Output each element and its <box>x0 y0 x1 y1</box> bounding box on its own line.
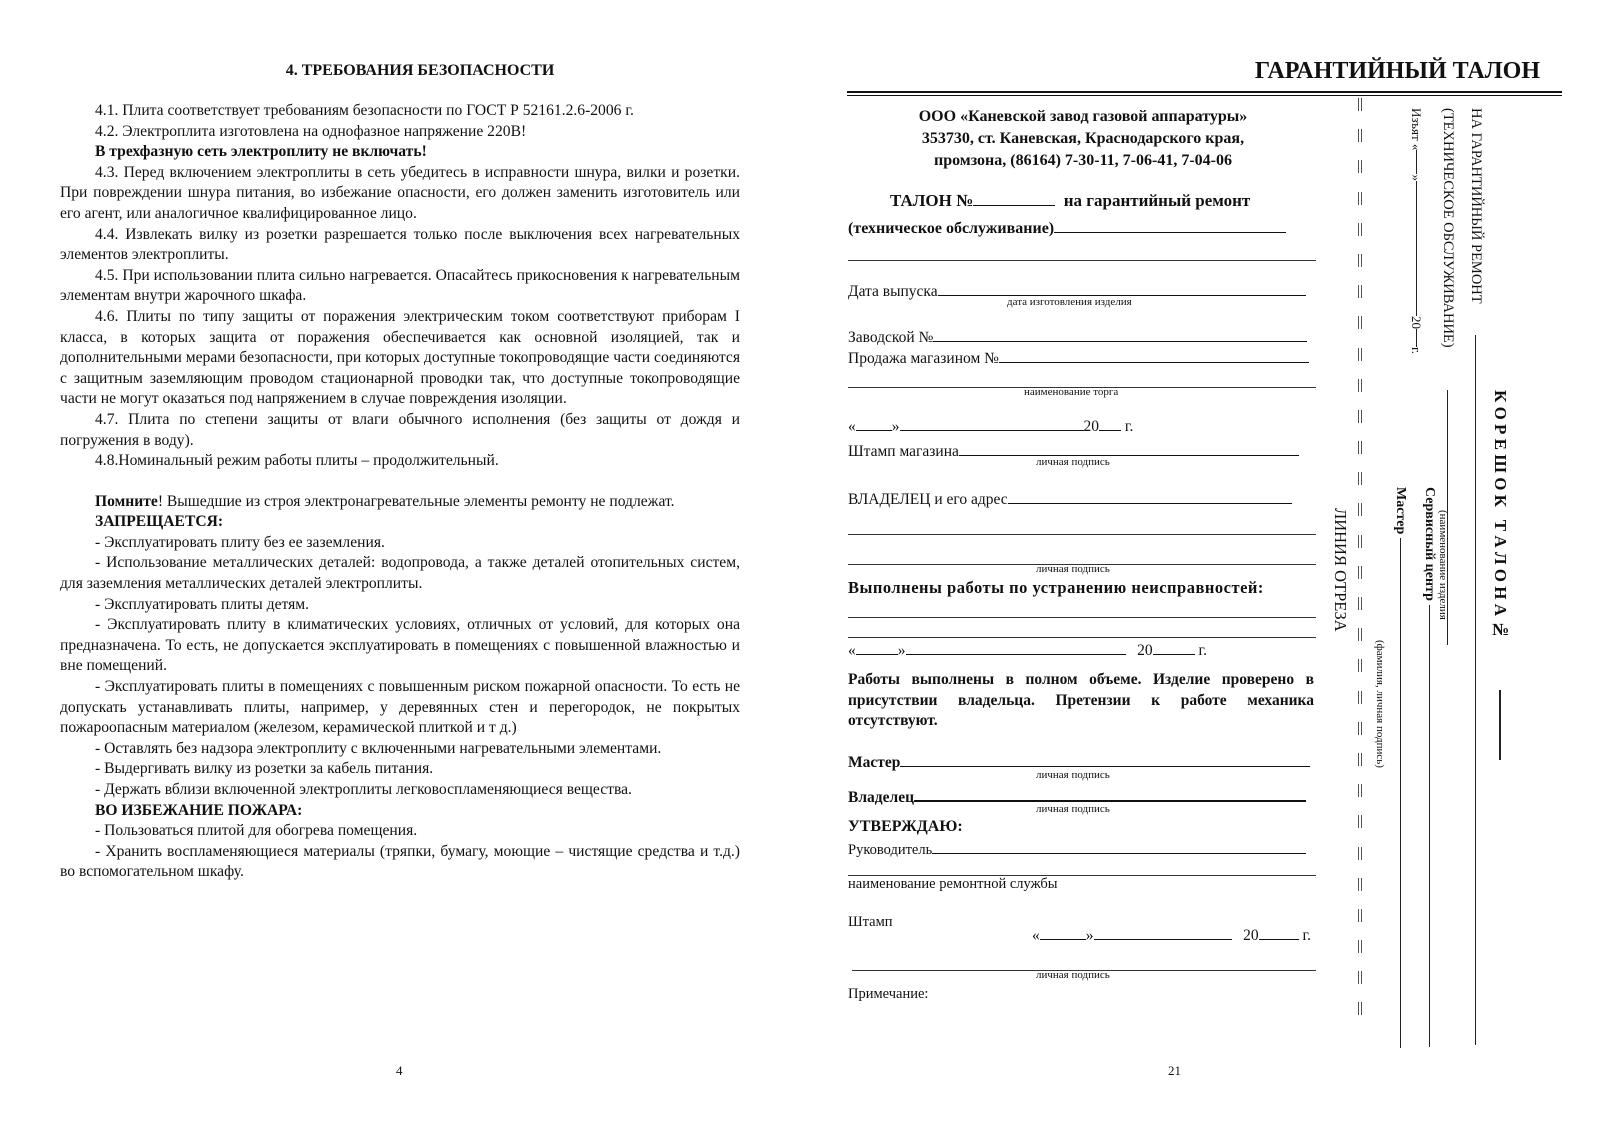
paragraph-4-8: 4.8.Номинальный режим работы плиты – продолжительный. <box>95 452 499 470</box>
cut-mark: || <box>1357 813 1364 830</box>
serial-label: Заводской № <box>848 329 934 346</box>
forbidden-item: - Держать вблизи включенной электроплиты легковоспламеняющиеся вещества. <box>95 781 632 798</box>
fire-item: - Пользоваться плитой для обогрева помещения. <box>95 822 418 840</box>
trade-caption: наименование торга <box>1024 386 1119 398</box>
quote-close: » <box>891 418 900 435</box>
year-field[interactable] <box>1099 416 1121 431</box>
approve-date-line <box>1032 925 1322 945</box>
stub-year-field[interactable] <box>1416 329 1417 347</box>
day-field[interactable] <box>856 416 892 431</box>
fire-title: ВО ИЗБЕЖАНИЕ ПОЖАРА: <box>95 801 303 819</box>
stub-title: К О Р Е Ш О К Т А Л О Н А № <box>1491 390 1510 640</box>
cut-mark: || <box>1357 96 1364 112</box>
year-prefix: 20 <box>1083 418 1099 435</box>
blank-line[interactable] <box>848 260 1316 261</box>
quote-open: « <box>848 642 856 659</box>
talon-number-field[interactable] <box>973 191 1055 206</box>
paragraph-4-4: 4.4. Извлекать вилку из розетки разрешается только после выключения всех нагревательных элементов электроплиты. <box>60 225 740 264</box>
day-field[interactable] <box>1040 925 1086 940</box>
cut-mark: || <box>1357 376 1364 393</box>
cut-mark: || <box>1357 906 1364 923</box>
company-phones: промзона, (86164) 7-30-11, 7-06-41, 7-04-06 <box>933 152 1232 169</box>
quote-open: « <box>1032 927 1040 944</box>
cut-mark: || <box>1357 439 1364 456</box>
stub-service-line[interactable] <box>1429 605 1430 1047</box>
cut-marks <box>1357 96 1371 1032</box>
note-label: Примечание: <box>848 986 929 1002</box>
signature-caption: личная подпись <box>1036 803 1110 815</box>
cut-mark: || <box>1357 782 1364 799</box>
cut-mark: || <box>1357 875 1364 892</box>
owner-field[interactable] <box>914 786 1306 802</box>
works-complete-text: Работы выполнены в полном объеме. Изделие проверено в присутствии владельца. Претензии к работе механика отсутствуют. <box>848 671 1314 729</box>
owner-address-label: ВЛАДЕЛЕЦ и его адрес <box>848 491 1008 508</box>
remember-text: ! Вышедшие из строя электронагревательные элементы ремонту не подлежат. <box>157 492 675 510</box>
approve-label: УТВЕРЖДАЮ: <box>848 818 963 835</box>
year-prefix: 20 <box>1137 642 1153 659</box>
cut-mark: || <box>1357 688 1364 705</box>
stamp-label: Штамп <box>848 914 893 930</box>
forbidden-item: - Использование металлических деталей: водопровода, а также деталей отопительных систем, для заземления металлических деталей электроплиты. <box>60 554 740 593</box>
signature-caption: личная подпись <box>1036 969 1110 981</box>
paragraph-4-7: 4.7. Плита по степени защиты от влаги обычного исполнения (без защиты от дождя и погружения в воду). <box>60 410 740 449</box>
stub-tech-service: (ТЕХНИЧЕСКОЕ ОБСЛУЖИВАНИЕ) <box>1440 108 1456 348</box>
quote-close: » <box>897 642 906 659</box>
day-field[interactable] <box>856 640 898 655</box>
talon-suffix: на гарантийный ремонт <box>1063 191 1251 210</box>
cut-mark: || <box>1357 563 1364 580</box>
year-prefix: 20 <box>1409 315 1424 329</box>
paragraph-4-2: 4.2. Электроплита изготовлена на однофазное напряжение 220В! <box>95 122 527 140</box>
forbidden-item: - Эксплуатировать плиты детям. <box>95 595 310 613</box>
section-title: 4. ТРЕБОВАНИЯ БЕЗОПАСНОСТИ <box>285 62 555 79</box>
cut-mark: || <box>1357 719 1364 736</box>
company-block <box>848 106 1318 172</box>
stub-product-caption: (наименование изделия <box>1437 510 1449 620</box>
page-number: 4 <box>396 1063 403 1078</box>
page-number: 21 <box>1168 1063 1181 1078</box>
warranty-title: ГАРАНТИЙНЫЙ ТАЛОН <box>1254 58 1540 84</box>
stub-repair-line[interactable] <box>1475 335 1476 1045</box>
paragraph-4-5: 4.5. При использовании плита сильно нагревается. Опасайтесь прикосновения к нагревательным элементам внутри жарочного шкафа. <box>60 266 740 305</box>
quote-close: » <box>1409 174 1424 181</box>
shop-stamp-field[interactable] <box>959 441 1299 456</box>
year-prefix: 20 <box>1243 927 1259 944</box>
stub-for-repair: НА ГАРАНТИЙНЫЙ РЕМОНТ <box>1468 108 1484 304</box>
stub-name-caption: (фамилия, личная подпись) <box>1374 640 1386 768</box>
tech-service-label: (техническое обслуживание) <box>848 220 1055 237</box>
serial-line <box>848 327 1318 347</box>
cut-mark: || <box>1357 470 1364 487</box>
owner-address-field[interactable] <box>1008 489 1292 504</box>
cut-mark: || <box>1357 844 1364 861</box>
forbidden-item: - Эксплуатировать плиту без ее заземления. <box>95 533 385 551</box>
cut-mark: || <box>1357 1000 1364 1017</box>
sold-label: Продажа магазином № <box>848 350 999 367</box>
stub-service-center: Сервисный центр <box>1422 487 1437 601</box>
three-phase-warning: В трехфазную сеть электроплиту не включать! <box>95 143 427 161</box>
signature-caption: личная подпись <box>1036 456 1110 468</box>
stub-month-field[interactable] <box>1416 181 1417 316</box>
cut-line-label: ЛИНИЯ ОТРЕЗА <box>1331 508 1350 632</box>
month-field[interactable] <box>1094 925 1232 940</box>
cut-mark: || <box>1357 158 1364 175</box>
month-field[interactable] <box>906 640 1126 655</box>
stub-master-label: Мастер <box>1393 487 1408 535</box>
forbidden-item: - Выдергивать вилку из розетки за кабель питания. <box>95 760 434 778</box>
paragraph-4-3: 4.3. Перед включением электроплиты в сеть убедитесь в исправности шнура, вилки и розетки. При повреждении шнура питания, во избежание опасности, его должен заменить изготовитель или его агент, или аналогичное квалифицированное лицо. <box>60 163 740 222</box>
cut-mark: || <box>1357 251 1364 268</box>
release-caption: дата изготовления изделия <box>1007 296 1132 308</box>
year-suffix: г. <box>1302 927 1311 944</box>
cut-mark: || <box>1357 314 1364 331</box>
cut-mark: || <box>1357 345 1364 362</box>
talon-number-line <box>890 191 1360 211</box>
company-name: ООО «Каневской завод газовой аппаратуры» <box>918 108 1248 125</box>
quote-close: » <box>1085 927 1094 944</box>
paragraph-4-6: 4.6. Плиты по типу защиты от поражения электрическим током соответствуют приборам I класса, в которых защита от поражения обеспечивается как основной изоляцией, так и дополнительными мерами безопасности, при которых доступные токопроводящие части соединяются с защитным заземляющим проводом стационарной проводки так, что доступные токопроводящие части не могут оказаться под напряжением в случае повреждения изоляции. <box>60 307 740 408</box>
cut-mark: || <box>1357 938 1364 955</box>
cut-mark: || <box>1357 220 1364 237</box>
stub-withdrawn-text: Изъят « <box>1409 108 1424 151</box>
title-rule <box>847 91 1562 93</box>
cut-mark: || <box>1357 595 1364 611</box>
forbidden-item: - Эксплуатировать плиту в климатических условиях, отличных от условий, для которых она предназначена. То есть, не допускается эксплуатировать в помещениях с повышенной влажностью и вне помещений. <box>60 616 740 675</box>
year-field[interactable] <box>1153 640 1195 655</box>
owner-label: Владелец <box>848 789 915 806</box>
signature-caption: личная подпись <box>1036 769 1110 781</box>
stub-master-line[interactable] <box>1400 538 1401 1048</box>
forbidden-item: - Оставлять без надзора электроплиту с включенными нагревательными элементами. <box>95 739 662 757</box>
forbidden-title: ЗАПРЕЩАЕТСЯ: <box>95 513 224 531</box>
serial-field[interactable] <box>933 327 1307 342</box>
cut-mark: || <box>1357 969 1364 986</box>
sale-date-line <box>848 416 1318 436</box>
talon-label: ТАЛОН № <box>890 191 974 210</box>
works-line[interactable] <box>848 617 1316 618</box>
tech-service-line <box>848 218 1318 238</box>
stub-withdrawn-label <box>1408 108 1424 354</box>
right-page <box>800 0 1600 1131</box>
safety-text <box>60 101 740 883</box>
owner-address-line <box>848 489 1318 509</box>
release-date-field[interactable] <box>938 281 1306 296</box>
cut-mark: || <box>1357 532 1364 549</box>
head-label: Руководитель <box>848 842 933 858</box>
company-address: 353730, ст. Каневская, Краснодарского края, <box>921 130 1245 147</box>
master-field[interactable] <box>900 752 1310 767</box>
fire-item: - Хранить воспламеняющиеся материалы (тряпки, бумагу, моющие – чистящие средства и т.д.) во вспомогательном шкафу. <box>60 842 740 881</box>
year-suffix: г. <box>1198 642 1207 659</box>
remember-note <box>60 492 740 513</box>
year-suffix: г. <box>1409 346 1424 355</box>
cut-mark: || <box>1357 127 1364 144</box>
sold-line <box>848 348 1318 368</box>
works-done-title: Выполнены работы по устранению неисправностей: <box>848 578 1264 597</box>
forbidden-item: - Эксплуатировать плиты в помещениях с повышенным риском пожарной опасности. То есть не допускать устанавливать плиты, например, у деревянных стен и перегородок, не покрытых пожароопасным материалом (железом, керамической плиткой и т д.) <box>60 678 740 737</box>
cut-mark: || <box>1357 501 1364 518</box>
cut-mark: || <box>1357 626 1364 643</box>
head-field[interactable] <box>932 839 1306 854</box>
head-line <box>848 839 1318 859</box>
stub-number-field[interactable] <box>1499 690 1501 760</box>
tech-service-field[interactable] <box>1054 218 1286 233</box>
cut-mark: || <box>1357 750 1364 767</box>
shop-stamp-label: Штамп магазина <box>848 443 959 460</box>
remember-label: Помните <box>95 492 158 510</box>
year-field[interactable] <box>1259 925 1299 940</box>
stub-tech-line[interactable] <box>1447 390 1448 645</box>
cut-mark: || <box>1357 283 1364 300</box>
signature-caption: личная подпись <box>1036 563 1110 575</box>
works-line[interactable] <box>848 637 1316 638</box>
works-date-line <box>848 640 1318 660</box>
paragraph-4-1: 4.1. Плита соответствует требованиям безопасности по ГОСТ Р 52161.2.6-2006 г. <box>95 102 634 119</box>
master-label: Мастер <box>848 754 901 771</box>
cut-mark: || <box>1357 657 1364 674</box>
quote-open: « <box>848 418 856 435</box>
month-field[interactable] <box>900 416 1084 431</box>
cut-mark: || <box>1357 189 1364 206</box>
cut-mark: || <box>1357 407 1364 424</box>
year-suffix: г. <box>1124 418 1134 435</box>
service-name-caption: наименование ремонтной службы <box>848 876 1058 892</box>
address-line[interactable] <box>848 534 1316 535</box>
release-date-label: Дата выпуска <box>848 283 938 300</box>
stub-day-field[interactable] <box>1416 150 1417 174</box>
title-rule <box>847 95 1562 96</box>
sold-field[interactable] <box>999 348 1309 363</box>
